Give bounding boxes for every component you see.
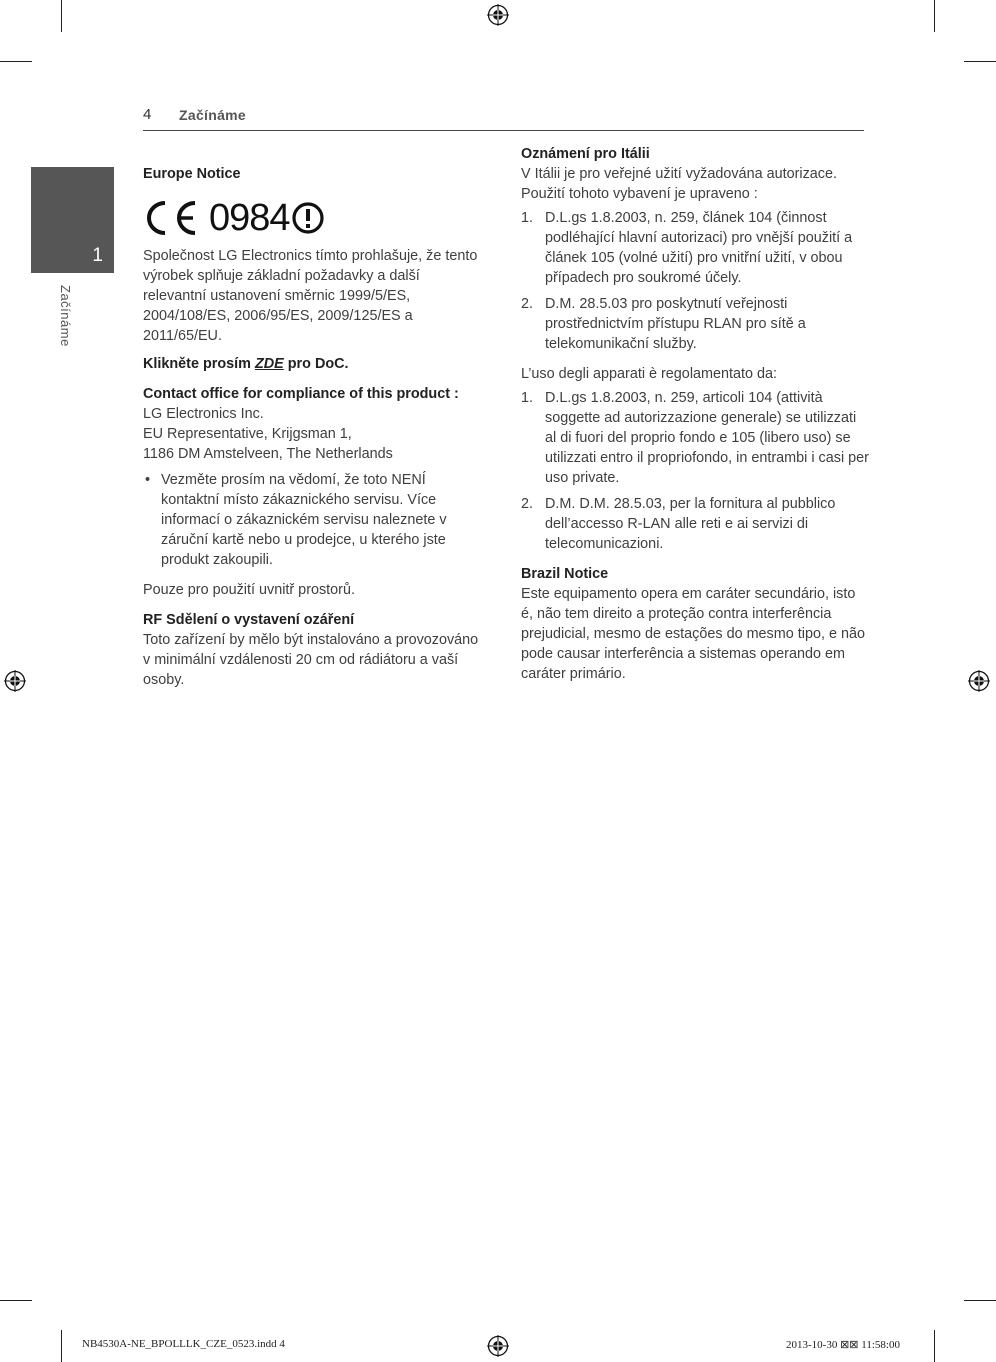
crop-mark [934, 1330, 935, 1362]
list-text: D.L.gs 1.8.2003, n. 259, articoli 104 (attività soggette ad autorizzazione generale) se utilizzati al di fuori del proprio fondo e 105 (libero uso) se utilizzati entro il propriofondo, in entrambi i casi per uso private. [545, 390, 869, 486]
page-number: 4 [143, 106, 152, 123]
doc-suffix: pro DoC. [283, 356, 349, 372]
list-item [521, 388, 869, 488]
contact-line: EU Representative, Krijgsman 1, [143, 426, 352, 442]
europe-notice-body: Společnost LG Electronics tímto prohlašuje, že tento výrobek splňuje základní požadavky a další relevantní ustanovení směrnic 1999/5/ES, 2004/108/ES, 2006/95/ES, 2009/125/ES a 2011/65/EU. [143, 248, 478, 344]
alert-sign-icon [291, 201, 325, 235]
list-text: D.M. D.M. 28.5.03, per la fornitura al pubblico dell’accesso R-LAN alle reti e ai servizi di telecomunicazioni. [545, 496, 836, 552]
slug-datetime: 2013-10-30 ⊠⊠ 11:58:00 [786, 1339, 900, 1351]
list-number: 2. [521, 296, 534, 312]
italy-heading: Oznámení pro Itálii [521, 146, 650, 162]
rf-heading: RF Sdělení o vystavení ozáření [143, 612, 355, 628]
crop-mark [0, 61, 32, 62]
crop-mark [964, 61, 996, 62]
indoor-use-note: Pouze pro použití uvnitř prostorů. [143, 582, 355, 598]
doc-prefix: Klikněte prosím [143, 356, 255, 372]
list-item [521, 294, 869, 354]
rf-body: Toto zařízení by mělo být instalováno a provozováno v minimální vzdálenosti 20 cm od rádiátoru a vaší osoby. [143, 632, 479, 688]
ce-notified-body-number: 0984 [209, 197, 290, 239]
brazil-body: Este equipamento opera em caráter secundário, isto é, não tem direito a proteção contra interferência prejudicial, mesmo de estações do mesmo tipo, e não pode causar interferência a sistemas operando em caráter primário. [521, 586, 865, 682]
chapter-number: 1 [92, 245, 103, 266]
right-column [521, 144, 869, 684]
crop-mark [964, 1300, 996, 1301]
list-text: D.L.gs 1.8.2003, n. 259, článek 104 (činnost podléhající hlavní autorizaci) pro vnější použití a článek 105 (volné užití) pro vnitřní užití, v obou případech pro soukromé účely. [545, 210, 853, 286]
page-header [143, 104, 864, 131]
list-item [521, 208, 869, 288]
italy-list [521, 208, 869, 354]
italian-intro: L’uso degli apparati è regolamentato da: [521, 366, 778, 382]
section-title: Začínáme [179, 107, 246, 123]
list-item [521, 494, 869, 554]
registration-mark-icon [487, 4, 509, 26]
doc-link[interactable]: ZDE [254, 356, 284, 372]
crop-mark [934, 0, 935, 32]
registration-mark-icon [487, 1335, 509, 1357]
doc-link-line [143, 354, 483, 374]
europe-notice-heading: Europe Notice [143, 166, 241, 182]
left-column [143, 164, 483, 690]
contact-line: 1186 DM Amstelveen, The Netherlands [143, 446, 393, 462]
italy-intro: V Itálii je pro veřejné užití vyžadována autorizace. Použití tohoto vybavení je upraveno : [521, 166, 837, 202]
italian-list [521, 388, 869, 554]
contact-heading: Contact office for compliance of this product : [143, 386, 459, 402]
chapter-title-vertical: Začínáme [58, 285, 73, 347]
brazil-heading: Brazil Notice [521, 566, 609, 582]
crop-mark [0, 1300, 32, 1301]
registration-mark-icon [4, 670, 26, 692]
notice-bullet-list [143, 470, 483, 570]
list-number: 1. [521, 210, 534, 226]
list-number: 2. [521, 496, 534, 512]
ce-marking [143, 194, 483, 242]
chapter-tab [31, 167, 114, 273]
crop-mark [61, 0, 62, 32]
crop-mark [61, 1330, 62, 1362]
list-text: D.M. 28.5.03 pro poskytnutí veřejnosti prostřednictvím přístupu RLAN pro sítě a telekomunikační služby. [545, 296, 806, 352]
slug-filename: NB4530A-NE_BPOLLLK_CZE_0523.indd 4 [82, 1338, 285, 1350]
list-number: 1. [521, 390, 534, 406]
registration-mark-icon [968, 670, 990, 692]
contact-line: LG Electronics Inc. [143, 406, 264, 422]
ce-mark-icon [143, 199, 201, 237]
list-item: • Vezměte prosím na vědomí, že toto NENÍ kontaktní místo zákaznického servisu. Více informací o zákaznickém servisu naleznete v záruční kartě nebo u prodejce, u kterého jste produkt zakoupili. [143, 470, 483, 570]
